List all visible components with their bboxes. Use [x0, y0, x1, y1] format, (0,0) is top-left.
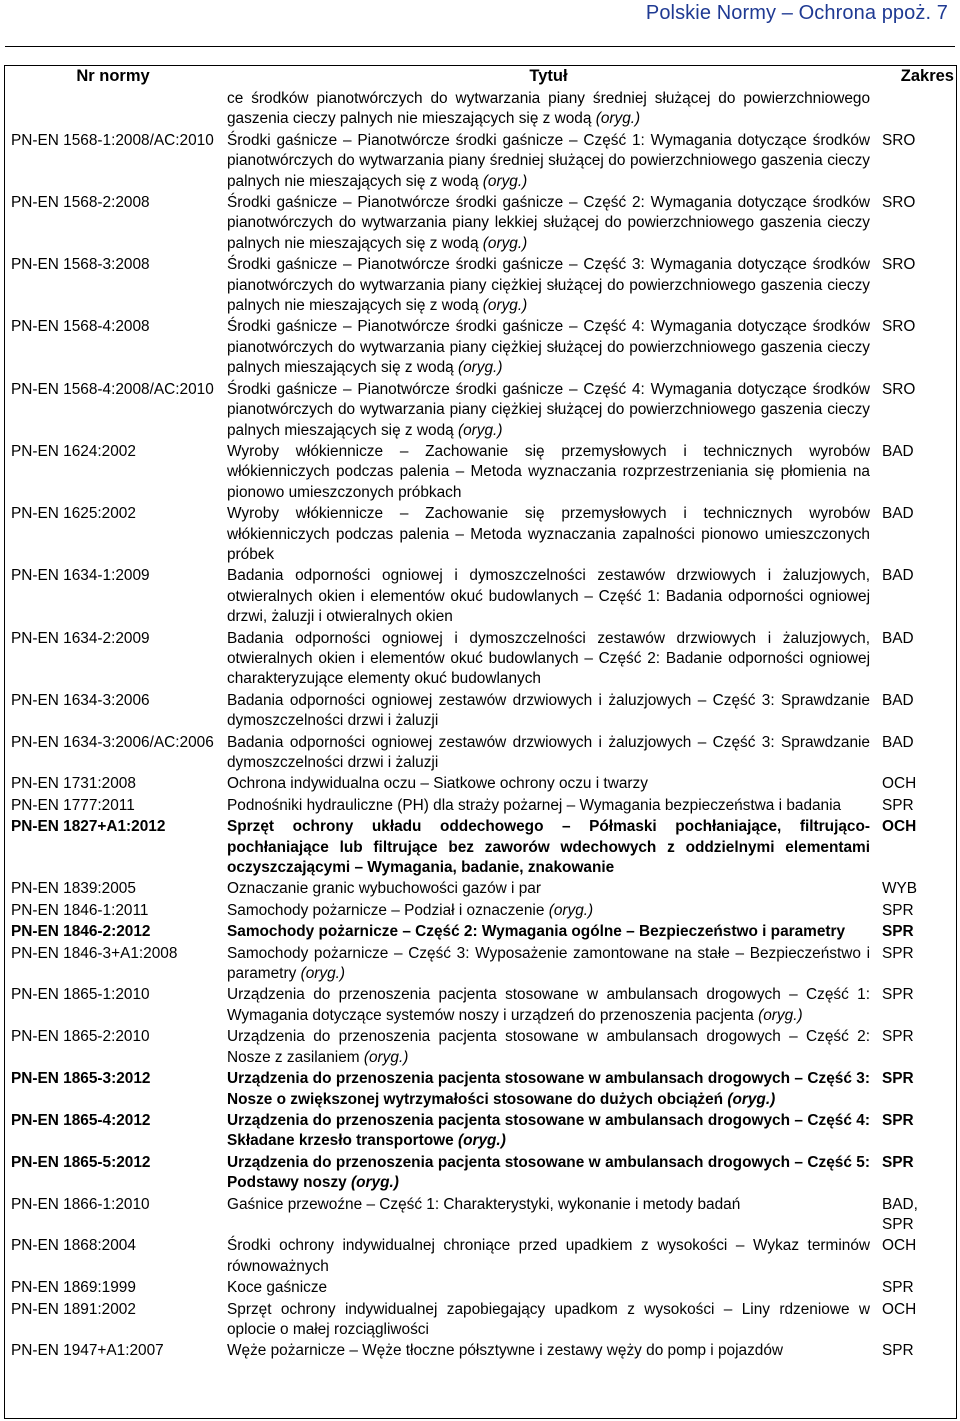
norm-title: Środki gaśnicze – Pianotwórcze środki gaśnicze – Część 2: Wymagania dotyczące środków pianotwórczych do wytwarzania piany lekkiej służącej do powierzchniowego gaszenia cieczy palnych nie mieszających się z wodą: [227, 194, 870, 252]
norm-title: Badania odporności ogniowej i dymoszczelności zestawów drzwiowych i żaluzjowych, otwieralnych okien i elementów okuć budowlanych – Część 2: Badanie odporności ogniowej charakteryzujące elementy okuć budowlanych: [227, 629, 870, 688]
scope-code: SPR: [882, 1028, 914, 1046]
page-header: Polskie Normy – Ochrona ppoż. 7: [645, 2, 948, 24]
scope-code: BAD: [882, 733, 914, 751]
original-language-note: (oryg.): [758, 1006, 803, 1024]
norm-number: PN-EN 1568-4:2008: [11, 318, 150, 336]
scope-code: SPR: [882, 1279, 914, 1297]
norm-title-cell: [221, 193, 876, 255]
scope-code: BAD: [882, 691, 914, 709]
norm-title-cell: [221, 504, 876, 566]
scope-code: OCH: [882, 1237, 917, 1255]
header-rule: [5, 46, 955, 47]
norm-title-cell: [221, 317, 876, 379]
norm-title: Środki gaśnicze – Pianotwórcze środki gaśnicze – Część 3: Wymagania dotyczące środków pianotwórczych do wytwarzania piany ciężkiej służącej do powierzchniowego gaszenia cieczy palnych nie mieszających się z wodą: [227, 256, 870, 315]
table-row: [5, 1341, 956, 1362]
norm-title: Urządzenia do przenoszenia pacjenta stosowane w ambulansach drogowych – Część 5: Podstawy noszy: [227, 1153, 870, 1192]
norm-number: PN-EN 1827+A1:2012: [11, 818, 166, 836]
table-row: [5, 732, 956, 774]
norm-title: Badania odporności ogniowej zestawów drzwiowych i żaluzjowych – Część 3: Sprawdzanie dymoszczelności drzwi i żaluzji: [227, 691, 870, 730]
norm-number: PN-EN 1891:2002: [11, 1300, 136, 1318]
norm-title: Podnośniki hydrauliczne (PH) dla straży pożarnej – Wymagania bezpieczeństwa i badania: [227, 796, 842, 814]
norm-number: PN-EN 1568-3:2008: [11, 256, 150, 274]
original-language-note: (oryg.): [457, 359, 503, 377]
scope-code: SPR: [882, 1342, 914, 1360]
scope-code: SRO: [882, 380, 916, 398]
norm-title-cell: [221, 130, 876, 192]
scope-code: SPR: [882, 944, 914, 962]
table-row: [5, 900, 956, 921]
scope-code: BAD, SPR: [882, 1195, 918, 1233]
norm-title-cell: [221, 900, 876, 921]
norm-title-cell: [221, 89, 876, 131]
norm-number: PN-EN 1865-4:2012: [11, 1111, 151, 1129]
column-header-zakres: Zakres: [900, 67, 954, 86]
scope-code: BAD: [882, 442, 914, 460]
original-language-note: (oryg.): [548, 901, 594, 919]
norm-number: [5, 89, 221, 131]
norm-title-cell: [221, 255, 876, 317]
original-language-note: (oryg.): [363, 1048, 409, 1066]
scope-code: SRO: [882, 194, 916, 212]
table-row: [5, 628, 956, 690]
scope-code: OCH: [882, 818, 917, 836]
table-row: [5, 504, 956, 566]
norm-title: Badania odporności ogniowej i dymoszczelności zestawów drzwiowych i żaluzjowych, otwieralnych okien i elementów okuć budowlanych – Część 1: Badania odporności ogniowej drzwi, żaluzji i otwieralnych okien: [227, 567, 870, 626]
norm-title: Urządzenia do przenoszenia pacjenta stosowane w ambulansach drogowych – Część 4: Składane krzesło transportowe: [227, 1111, 870, 1150]
norm-title-cell: [221, 817, 876, 879]
norm-title-cell: [221, 795, 876, 816]
column-header-tytul: Tytuł: [529, 67, 568, 86]
norm-title: Koce gaśnicze: [227, 1279, 328, 1297]
norm-title: Urządzenia do przenoszenia pacjenta stosowane w ambulansach drogowych – Część 1: Wymagania dotyczące systemów noszy i urządzeń do przenoszenia pacjenta: [227, 986, 870, 1024]
original-language-note: (oryg.): [351, 1174, 399, 1192]
norm-number: PN-EN 1634-3:2006/AC:2006: [11, 733, 214, 751]
norm-number: PN-EN 1634-3:2006: [11, 691, 150, 709]
table-row: [5, 1152, 956, 1194]
scope-code: SPR: [882, 923, 914, 941]
table-row: [5, 566, 956, 628]
norm-number: PN-EN 1866-1:2010: [11, 1195, 150, 1213]
original-language-note: (oryg.): [300, 965, 346, 983]
norm-number: PN-EN 1868:2004: [11, 1237, 136, 1255]
norm-title-cell: [221, 1027, 876, 1069]
table-row: [5, 89, 956, 131]
table-row: [5, 1278, 956, 1299]
table-row: [5, 774, 956, 795]
table-row: [5, 690, 956, 732]
norm-title-cell: [221, 879, 876, 900]
norm-number: PN-EN 1625:2002: [11, 505, 136, 523]
table-row: [5, 922, 956, 943]
scope-code: SPR: [882, 1111, 914, 1129]
scope-code: WYB: [882, 880, 918, 898]
norm-title-cell: [221, 1236, 876, 1278]
scope-code: OCH: [882, 775, 917, 793]
scope-code: OCH: [882, 1300, 917, 1318]
scope-code: SPR: [882, 986, 914, 1004]
table-row: [5, 130, 956, 192]
norm-title: Gaśnice przewoźne – Część 1: Charakterystyki, wykonanie i metody badań: [227, 1195, 741, 1213]
norm-title-cell: [221, 379, 876, 441]
original-language-note: (oryg.): [482, 234, 528, 252]
norm-title-cell: [221, 628, 876, 690]
norm-title: Samochody pożarnicze – Podział i oznaczenie: [227, 901, 545, 919]
scope-code: SPR: [882, 1153, 914, 1171]
table-row: [5, 943, 956, 985]
table-row: [5, 441, 956, 503]
original-language-note: (oryg.): [595, 110, 641, 128]
table-row: [5, 1069, 956, 1111]
table-row: [5, 795, 956, 816]
scope-code: SRO: [882, 256, 916, 274]
scope-code: SRO: [882, 131, 916, 149]
table-body: [5, 89, 956, 1363]
norm-title-cell: [221, 922, 876, 943]
column-header-nr: Nr normy: [76, 67, 150, 86]
norm-title-cell: [221, 441, 876, 503]
table-row: [5, 379, 956, 441]
norms-table: [5, 65, 956, 1363]
table-row: [5, 817, 956, 879]
norm-title: Samochody pożarnicze – Część 2: Wymagania ogólne – Bezpieczeństwo i parametry: [227, 923, 846, 941]
norm-title: Środki ochrony indywidualnej chroniące przed upadkiem z wysokości – Wykaz terminów równoważnych: [227, 1237, 870, 1275]
norm-title: Sprzęt ochrony układu oddechowego – Półmaski pochłaniające, filtrująco-pochłaniające lub filtrujące bez zaworów wdechowych z oddzielnymi elementami oczyszczającymi – Wymagania, badanie, znakowanie: [227, 818, 870, 877]
norm-title-cell: [221, 690, 876, 732]
norm-title: Środki gaśnicze – Pianotwórcze środki gaśnicze – Część 1: Wymagania dotyczące środków pianotwórczych do wytwarzania piany średniej służącej do powierzchniowego gaszenia cieczy palnych nie mieszających się z wodą: [227, 131, 870, 190]
norm-title: Urządzenia do przenoszenia pacjenta stosowane w ambulansach drogowych – Część 2: Nosze z zasilaniem: [227, 1028, 870, 1066]
norm-number: PN-EN 1865-2:2010: [11, 1028, 150, 1046]
original-language-note: (oryg.): [482, 297, 528, 315]
scope-code: BAD: [882, 567, 914, 585]
norm-number: PN-EN 1624:2002: [11, 442, 136, 460]
norm-title: Wyroby włókiennicze – Zachowanie się przemysłowych i technicznych wyrobów włókienniczych podczas palenia – Metoda wyznaczania rozprzestrzeniania się płomienia na pionowo umieszczonych próbkach: [227, 442, 870, 501]
norm-number: PN-EN 1846-2:2012: [11, 923, 151, 941]
table-row: [5, 193, 956, 255]
original-language-note: (oryg.): [727, 1090, 776, 1108]
norm-title-cell: [221, 774, 876, 795]
norm-number: PN-EN 1634-1:2009: [11, 567, 150, 585]
norm-title: Urządzenia do przenoszenia pacjenta stosowane w ambulansach drogowych – Część 3: Nosze o zwiększonej wytrzymałości stosowane do dużych obciążeń: [227, 1070, 870, 1108]
norm-number: PN-EN 1839:2005: [11, 880, 136, 898]
norm-title-cell: [221, 1299, 876, 1341]
scope-code: BAD: [882, 505, 914, 523]
norm-title-cell: [221, 1341, 876, 1362]
norm-title: Środki gaśnicze – Pianotwórcze środki gaśnicze – Część 4: Wymagania dotyczące środków pianotwórczych do wytwarzania piany ciężkiej służącej do powierzchniowego gaszenia cieczy palnych mieszających się z wodą: [227, 318, 870, 377]
norm-title-cell: [221, 1110, 876, 1152]
norm-title-cell: [221, 566, 876, 628]
norm-title: Ochrona indywidualna oczu – Siatkowe ochrony oczu i twarzy: [227, 775, 648, 793]
table-row: [5, 255, 956, 317]
norm-number: PN-EN 1865-1:2010: [11, 986, 150, 1004]
scope-code: SRO: [882, 318, 916, 336]
norm-title: Samochody pożarnicze – Część 3: Wyposażenie zamontowane na stałe – Bezpieczeństwo i parametry: [227, 944, 870, 983]
norm-title-cell: [221, 1278, 876, 1299]
table-row: [5, 1110, 956, 1152]
norm-title: Węże pożarnicze – Węże tłoczne półsztywne i zestawy węży do pomp i pojazdów: [227, 1342, 784, 1360]
norm-title-cell: [221, 1069, 876, 1111]
scope-code: SPR: [882, 901, 914, 919]
norm-number: PN-EN 1731:2008: [11, 775, 136, 793]
norm-number: PN-EN 1568-2:2008: [11, 194, 150, 212]
table-row: [5, 1027, 956, 1069]
norm-number: PN-EN 1568-4:2008/AC:2010: [11, 380, 214, 398]
norm-title-cell: [221, 985, 876, 1027]
norm-title-cell: [221, 732, 876, 774]
table-row: [5, 985, 956, 1027]
norm-title: Sprzęt ochrony indywidualnej zapobiegający upadkom z wysokości – Liny rdzeniowe w oplocie o małej rozciągliwości: [227, 1300, 870, 1338]
norm-title-cell: [221, 1152, 876, 1194]
norm-title-cell: [221, 943, 876, 985]
norm-number: PN-EN 1947+A1:2007: [11, 1342, 164, 1360]
table-row: [5, 1236, 956, 1278]
norm-title-cell: [221, 1194, 876, 1236]
norm-number: PN-EN 1846-3+A1:2008: [11, 944, 178, 962]
norm-number: PN-EN 1865-3:2012: [11, 1070, 151, 1088]
norm-number: PN-EN 1865-5:2012: [11, 1153, 151, 1171]
table-row: [5, 879, 956, 900]
table-row: [5, 317, 956, 379]
scope-code: BAD: [882, 629, 914, 647]
norm-title: ce środków pianotwórczych do wytwarzania piany średniej służącej do powierzchniowego gaszenia cieczy palnych nie mieszających się z wodą: [227, 90, 870, 128]
original-language-note: (oryg.): [457, 1132, 506, 1150]
norm-number: PN-EN 1634-2:2009: [11, 629, 150, 647]
norm-number: PN-EN 1869:1999: [11, 1279, 136, 1297]
norm-title: Badania odporności ogniowej zestawów drzwiowych i żaluzjowych – Część 3: Sprawdzanie dymoszczelności drzwi i żaluzji: [227, 733, 870, 771]
scope-code: SPR: [882, 1070, 914, 1088]
scope-code: SPR: [882, 796, 914, 814]
table-row: [5, 1194, 956, 1236]
original-language-note: (oryg.): [457, 421, 503, 439]
norm-title: Wyroby włókiennicze – Zachowanie się przemysłowych i technicznych wyrobów włókienniczych podczas palenia – Metoda wyznaczania zapalności pionowo umieszczonych próbek: [227, 505, 870, 563]
norm-title: Oznaczanie granic wybuchowości gazów i par: [227, 880, 541, 898]
norm-title: Środki gaśnicze – Pianotwórcze środki gaśnicze – Część 4: Wymagania dotyczące środków pianotwórczych do wytwarzania piany ciężkiej służącej do powierzchniowego gaszenia cieczy palnych mieszających się z wodą: [227, 380, 870, 439]
table-header-row: [5, 65, 956, 89]
scope-code: [876, 89, 956, 131]
norm-number: PN-EN 1846-1:2011: [11, 901, 149, 919]
norm-number: PN-EN 1568-1:2008/AC:2010: [11, 131, 214, 149]
table-row: [5, 1299, 956, 1341]
norm-number: PN-EN 1777:2011: [11, 796, 135, 814]
original-language-note: (oryg.): [482, 172, 528, 190]
